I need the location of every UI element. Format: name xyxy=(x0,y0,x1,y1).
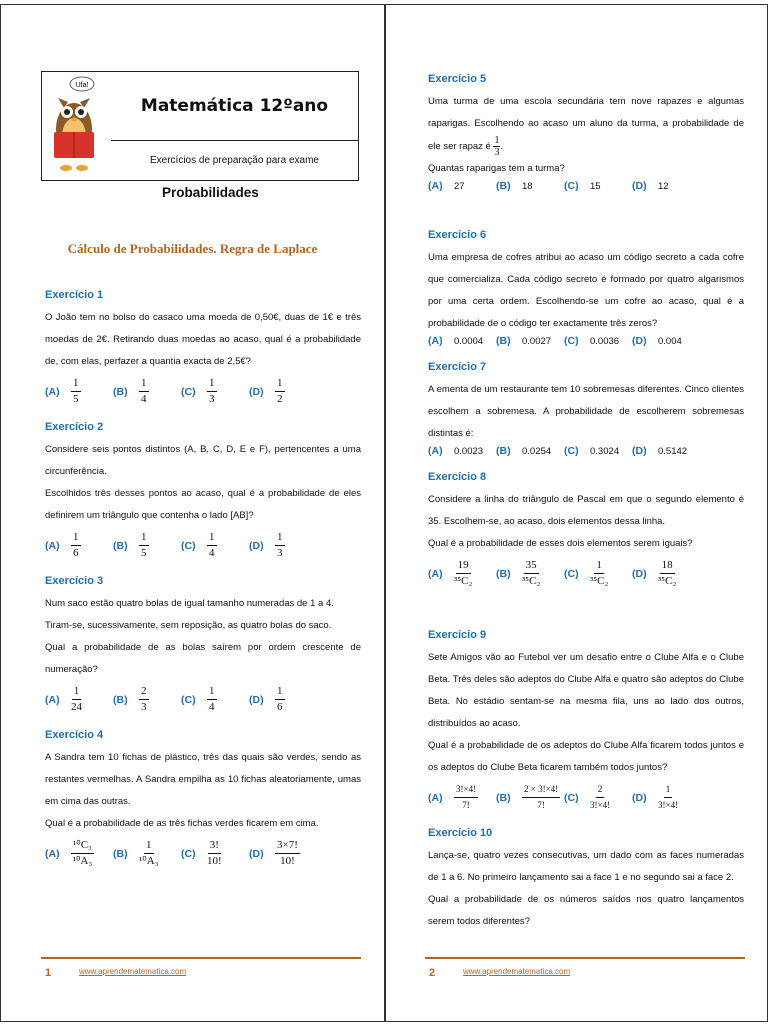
exercise-title: Exercício 6 xyxy=(428,229,487,241)
page-1 xyxy=(0,4,385,1022)
option-d: (D) 0.5142 xyxy=(632,445,688,457)
option-a: (A) 27 xyxy=(428,180,465,193)
fraction: $\frac{1}{\text{³⁵C₂}}$ xyxy=(590,559,609,587)
option-b: (B) 18 xyxy=(496,180,533,193)
options xyxy=(428,180,744,192)
exercise-1 xyxy=(45,289,361,406)
options xyxy=(45,531,361,560)
exercise-text: Qual a probabilidade de as bolas saírem por ordem crescente de numeração? xyxy=(45,642,361,675)
exercise-title: Exercício 9 xyxy=(428,629,487,641)
exercise-6 xyxy=(428,229,744,347)
exercise-title: Exercício 4 xyxy=(45,729,104,741)
exercise-9 xyxy=(428,629,744,812)
options xyxy=(428,783,744,812)
options xyxy=(428,559,744,588)
option-b: (B) $\frac{2}{3}$ xyxy=(113,685,147,713)
option-d: (D) 12 xyxy=(632,180,669,193)
option-c: (C) $\frac{3!}{10!}$ xyxy=(181,839,222,867)
fraction: $\frac{1}{3!\times 4!}$ xyxy=(658,784,679,810)
exercise-text: Escolhidos três desses pontos ao acaso, qual é a probabilidade de eles definirem um triângulo que contenha o lado [AB]? xyxy=(45,488,361,521)
exercise-title: Exercício 3 xyxy=(45,575,104,587)
exercise-5 xyxy=(428,73,744,192)
exercise-title: Exercício 7 xyxy=(428,361,487,373)
exercise-title: Exercício 5 xyxy=(428,73,487,85)
exercise-text: A Sandra tem 10 fichas de plástico, três das quais são verdes, sendo as restantes vermelhas. A Sandra empilha as 10 fichas aleatoriamente, umas em cima das outras. xyxy=(45,752,361,807)
option-c: (C) $\frac{1}{4}$ xyxy=(181,685,215,713)
fraction: $\frac{18}{\text{³⁵C₂}}$ xyxy=(658,559,677,587)
option-a: (A) $\frac{1}{6}$ xyxy=(45,531,79,559)
exercise-title: Exercício 1 xyxy=(45,289,104,301)
exercise-7 xyxy=(428,361,744,457)
option-c: (C) 0.3024 xyxy=(564,445,620,457)
footer-line xyxy=(425,957,745,959)
options xyxy=(45,377,361,406)
footer-line xyxy=(41,957,361,959)
option-d: (D) $\frac{18}{\text{³⁵C₂}}$ xyxy=(632,559,677,587)
fraction: $\frac{3\times 7!}{10!}$ xyxy=(277,839,298,867)
exercise-8 xyxy=(428,471,744,588)
exercise-text: A ementa de um restaurante tem 10 sobremesas diferentes. Cinco clientes escolhem a sobremesa. A probabilidade de escolherem sobremesas distintas é: xyxy=(428,384,744,439)
option-c: (C) $\frac{2}{3!\times 4!}$ xyxy=(564,784,611,810)
exercise-text: Qual é a probabilidade de as três fichas verdes ficarem em cima. xyxy=(45,818,319,829)
exercise-title: Exercício 8 xyxy=(428,471,487,483)
exercise-text: Tiram-se, sucessivamente, sem reposição, as quatro bolas do saco. xyxy=(45,620,332,631)
option-a: (A) 0.0004 xyxy=(428,335,484,347)
exercise-text: Lança-se, quatro vezes consecutivas, um dado com as faces numeradas de 1 a 6. No primeiro lançamento sai a face 1 e no segundo sai a face 2. xyxy=(428,850,744,883)
option-c: (C) $\frac{1}{4}$ xyxy=(181,531,215,559)
fraction: $\frac{1}{5}$ xyxy=(73,377,79,405)
options xyxy=(428,445,744,457)
page-number: 2 xyxy=(429,967,436,979)
fraction: $\frac{2}{3!\times 4!}$ xyxy=(590,784,611,810)
option-b: (B) $\frac{1}{\text{¹⁰A₃}}$ xyxy=(113,839,159,867)
option-b: (B) 0.0254 xyxy=(496,445,552,457)
exercise-4 xyxy=(45,729,361,868)
exercise-3 xyxy=(45,575,361,714)
option-d: (D) $\frac{1}{2}$ xyxy=(249,377,283,405)
exercise-text: Considere seis pontos distintos (A, B, C, D, E e F), pertencentes a uma circunferência. xyxy=(45,444,361,477)
header-subtitle: Exercícios de preparação para exame xyxy=(150,155,319,166)
exercise-text: Uma empresa de cofres atribui ao acaso um código secreto a cada cofre que comercializa. Cada código secreto é formado por quatro algarismos por uma certa ordem. Escolhendo-se um cofre ao acaso, qual é a probabilidade de o código ter exactamente três zeros? xyxy=(428,252,744,329)
exercise-text: Considere a linha do triângulo de Pascal em que o segundo elemento é 35. Escolhem-se, ao acaso, dois elementos dessa linha. xyxy=(428,494,744,527)
options xyxy=(45,839,361,868)
footer-link[interactable]: www.aprendematematica.com xyxy=(463,967,571,976)
fraction: $\frac{1}{\text{¹⁰A₃}}$ xyxy=(139,839,159,867)
option-d: (D) $\frac{1}{3!\times 4!}$ xyxy=(632,784,679,810)
option-c: (C) $\frac{1}{3}$ xyxy=(181,377,215,405)
exercise-text: Sete Amigos vão ao Futebol ver um desafio entre o Clube Alfa e o Clube Beta. Três deles são adeptos do Clube Alfa e quatro são adeptos do Clube Beta. No estádio sentam-se na mesma fila, uns ao lado dos outros, distribuídos ao acaso. xyxy=(428,652,744,729)
option-c: (C) $\frac{1}{\text{³⁵C₂}}$ xyxy=(564,559,609,587)
exercise-2 xyxy=(45,421,361,560)
fraction: $\frac{19}{\text{³⁵C₂}}$ xyxy=(454,559,473,587)
option-b: (B) $\frac{1}{4}$ xyxy=(113,377,147,405)
fraction: $\frac{1}{6}$ xyxy=(73,531,79,559)
fraction: $\frac{1}{6}$ xyxy=(277,685,283,713)
option-a: (A) 0.0023 xyxy=(428,445,484,457)
option-b: (B) $\frac{35}{\text{³⁵C₂}}$ xyxy=(496,559,541,587)
fraction: $\frac{35}{\text{³⁵C₂}}$ xyxy=(522,559,541,587)
exercise-title: Exercício 2 xyxy=(45,421,104,433)
fraction: $\frac{2 \times 3!\times 4!}{7!}$ xyxy=(524,784,559,810)
exercise-text: Qual é a probabilidade de esses dois elementos serem iguais? xyxy=(428,538,693,549)
fraction: $\frac{3!\times 4!}{7!}$ xyxy=(456,784,477,810)
owl-logo xyxy=(48,74,108,178)
fraction: $\frac{1}{4}$ xyxy=(209,531,215,559)
doc-title: Probabilidades xyxy=(162,185,259,200)
section-title: Cálculo de Probabilidades. Regra de Laplace xyxy=(67,241,318,256)
exercise-text: Qual é a probabilidade de os adeptos do Clube Alfa ficarem todos juntos e os adeptos do Clube Beta ficarem também todos juntos? xyxy=(428,740,744,773)
exercise-text: Qual a probabilidade de os números saídos nos quatro lançamentos serem todos diferentes? xyxy=(428,894,744,927)
exercise-text: O João tem no bolso do casaco uma moeda de 0,50€, duas de 1€ e três moedas de 2€. Retirando duas moedas ao acaso, qual é a probabilidade de, com elas, perfazer a quantia exacta de 2,5€? xyxy=(45,312,361,367)
page-number: 1 xyxy=(45,967,52,979)
fraction: $\frac{3!}{10!}$ xyxy=(207,839,222,867)
option-b: (B) 0.0027 xyxy=(496,335,552,347)
option-a: (A) $\frac{3!\times 4!}{7!}$ xyxy=(428,784,477,810)
logo-bubble-text: Ufa! xyxy=(75,82,89,89)
header-title: Matemática 12ºano xyxy=(111,72,358,141)
option-a: (A) $\frac{19}{\text{³⁵C₂}}$ xyxy=(428,559,473,587)
exercise-title: Exercício 10 xyxy=(428,827,493,839)
fraction: $\frac{1}{3}$ xyxy=(277,531,283,559)
option-d: (D) $\frac{3\times 7!}{10!}$ xyxy=(249,839,298,867)
option-c: (C) 0.0036 xyxy=(564,335,620,347)
options xyxy=(45,685,361,714)
option-d: (D) $\frac{1}{6}$ xyxy=(249,685,283,713)
fraction: $\frac{1}{2}$ xyxy=(277,377,283,405)
option-d: (D) 0.004 xyxy=(632,335,682,347)
fraction: $\frac{1}{4}$ xyxy=(141,377,147,405)
option-a: (A) $\frac{\text{¹⁰C₃}}{\text{¹⁰A₃}}$ xyxy=(45,839,93,867)
fraction: $\frac{\text{¹⁰C₃}}{\text{¹⁰A₃}}$ xyxy=(72,839,93,867)
footer-link[interactable]: www.aprendematematica.com xyxy=(79,967,187,976)
option-a: (A) $\frac{1}{24}$ xyxy=(45,685,82,713)
option-a: (A) $\frac{1}{5}$ xyxy=(45,377,79,405)
option-b: (B) $\frac{1}{5}$ xyxy=(113,531,147,559)
exercise-10 xyxy=(428,827,744,933)
header-box xyxy=(41,71,359,181)
option-c: (C) 15 xyxy=(564,180,601,193)
fraction: $\frac{1}{4}$ xyxy=(209,685,215,713)
options xyxy=(428,335,744,347)
fraction: $\frac{1}{3}$ xyxy=(209,377,215,405)
exercise-text: Quantas raparigas tem a turma? xyxy=(428,163,565,175)
option-b: (B) $\frac{2 \times 3!\times 4!}{7!}$ xyxy=(496,784,559,810)
fraction: $\frac{1}{3}$ xyxy=(494,135,500,158)
fraction: $\frac{2}{3}$ xyxy=(141,685,147,713)
exercise-text: Num saco estão quatro bolas de igual tamanho numeradas de 1 a 4. xyxy=(45,598,334,609)
fraction: $\frac{1}{24}$ xyxy=(71,685,82,713)
fraction: $\frac{1}{5}$ xyxy=(141,531,147,559)
page-2 xyxy=(385,4,768,1022)
option-d: (D) $\frac{1}{3}$ xyxy=(249,531,283,559)
exercise-text: Uma turma de uma escola secundária tem nove rapazes e algumas raparigas. Escolhendo ao acaso um aluno da turma, a probabilidade de ele ser rapaz é $\frac{1}{3}$ . xyxy=(428,96,744,158)
